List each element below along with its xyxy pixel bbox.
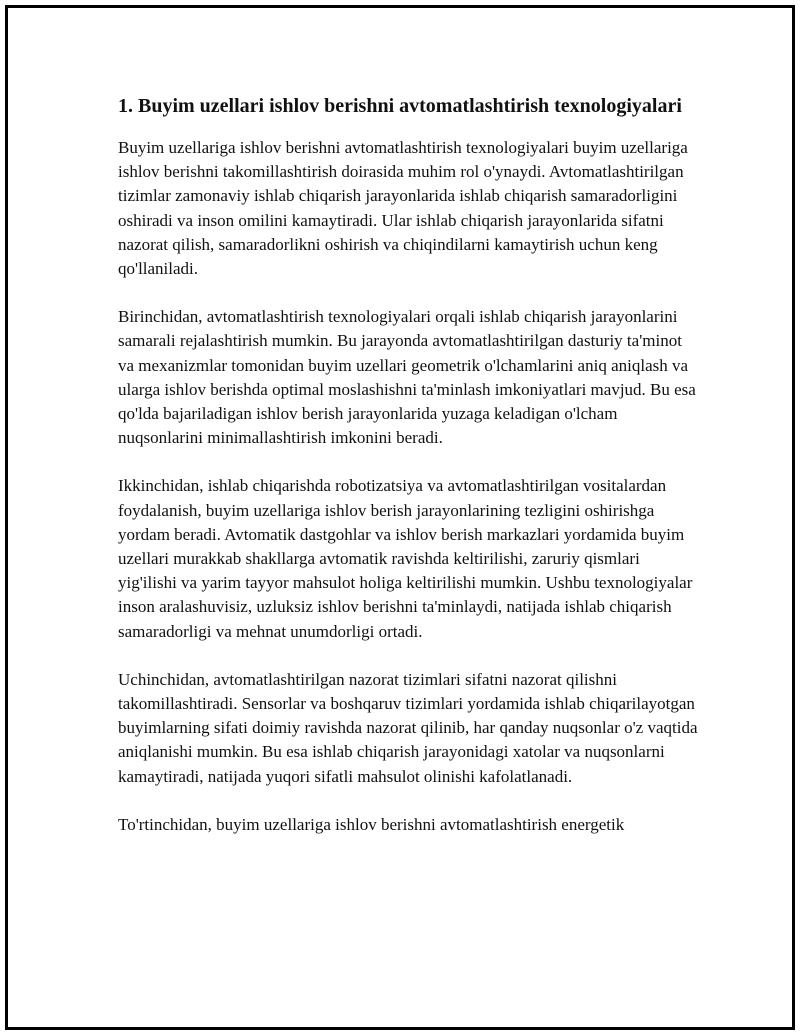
paragraph-first-point: Birinchidan, avtomatlashtirish texnologiyalari orqali ishlab chiqarish jarayonlarini samarali rejalashtirish mumkin. Bu jarayonda avtomatlashtirilgan dasturiy ta'minot va mexanizmlar tomonidan buyim uzellari geometrik o'lchamlarini aniq aniqlash va ularga ishlov berishda optimal moslashishni ta'minlash imkoniyatlari mavjud. Bu esa qo'lda bajariladigan ishlov berish jarayonlarida yuzaga keladigan o'lcham nuqsonlarini minimallashtirish imkonini beradi. (118, 307, 696, 448)
paragraph-fourth-point: To'rtinchidan, buyim uzellariga ishlov berishni avtomatlashtirish energetik (118, 814, 625, 834)
paragraph-intro: Buyim uzellariga ishlov berishni avtomatlashtirish texnologiyalari buyim uzellariga ishlov berishni takomillashtirish doirasida muhim rol o'ynaydi. Avtomatlashtirilgan tizimlar zamonaviy ishlab chiqarish jarayonlarida ishlab chiqarish samaradorligini oshiradi va inson omilini kamaytiradi. Ular ishlab chiqarish jarayonlarida sifatni nazorat qilish, samaradorlikni oshirish va chiqindilarni kamaytirish uchun keng qo'llaniladi. (118, 138, 688, 279)
paragraph-second-point: Ikkinchidan, ishlab chiqarishda robotizatsiya va avtomatlashtirilgan vositalardan foydalanish, buyim uzellariga ishlov berish jarayonlarining tezligini oshirishga yordam beradi. Avtomatik dastgohlar va ishlov berish markazlari yordamida buyim uzellari murakkab shakllarga avtomatik ravishda keltirilishi, zaruriy qismlari yig'ilishi va yarim tayyor mahsulot holiga keltirilishi mumkin. Ushbu texnologiyalar inson aralashuvisiz, uzluksiz ishlov berishni ta'minlaydi, natijada ishlab chiqarish samaradorligi va mehnat unumdorligi ortadi. (118, 476, 693, 641)
section-heading: 1. Buyim uzellari ishlov berishni avtomatlashtirish texnologiyalari (118, 95, 682, 117)
paragraph-third-point: Uchinchidan, avtomatlashtirilgan nazorat tizimlari sifatni nazorat qilishni takomillashtiradi. Sensorlar va boshqaruv tizimlari yordamida ishlab chiqarilayotgan buyimlarning sifati doimiy ravishda nazorat qilinib, har qanday nuqsonlar o'z vaqtida aniqlanishi mumkin. Bu esa ishlab chiqarish jarayonidagi xatolar va nuqsonlarni kamaytiradi, natijada yuqori sifatli mahsulot olinishi kafolatlanadi. (118, 669, 698, 786)
document-body (118, 92, 700, 861)
